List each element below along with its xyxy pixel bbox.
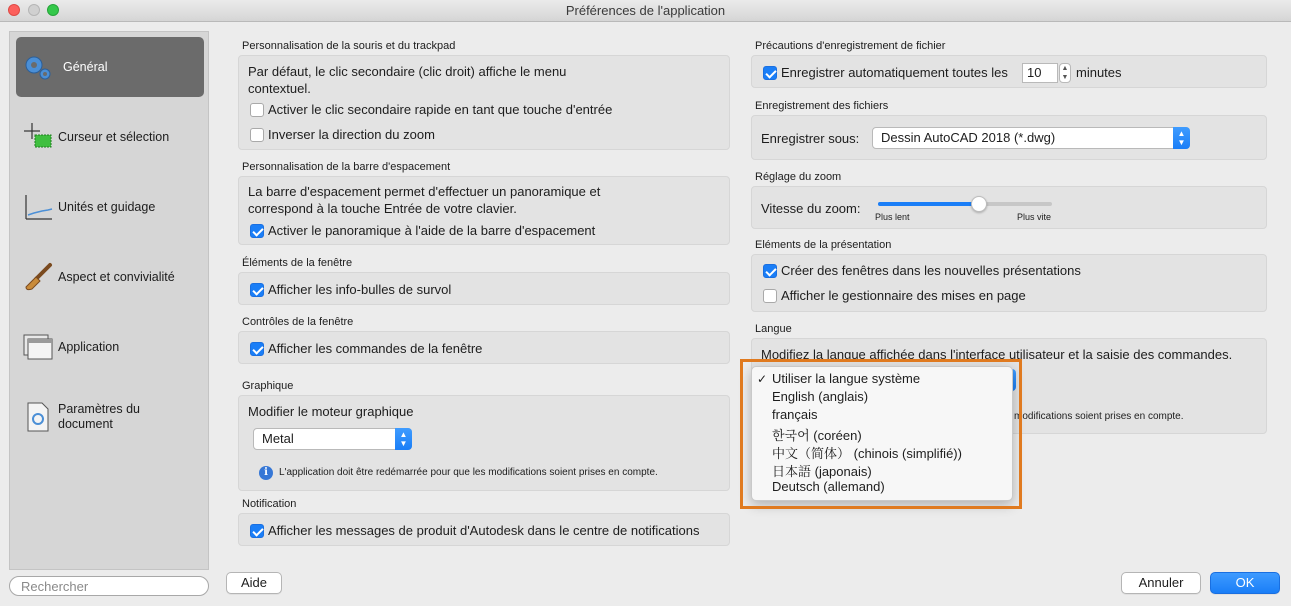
chevron-updown-icon: ▲ ▼ (395, 428, 412, 450)
graphics-engine-value: Metal (262, 431, 294, 446)
sidebar-item-general[interactable] (16, 37, 204, 97)
title-bar (0, 0, 1291, 22)
quick-secondary-click-checkbox[interactable] (250, 103, 264, 117)
checkbox-label: Créer des fenêtres dans les nouvelles présentations (781, 263, 1081, 278)
zoom-slider-fill (878, 202, 979, 206)
spacebar-description: La barre d'espacement permet d'effectuer un panoramique et correspond à la touche Entrée de votre clavier. (248, 184, 601, 216)
checkmark-icon: ✓ (757, 372, 768, 386)
autosave-stepper[interactable]: ▲ ▼ (1059, 63, 1071, 83)
sidebar-item-label: Application (58, 340, 120, 354)
spacebar-pan-checkbox[interactable] (250, 224, 264, 238)
sidebar (9, 31, 209, 570)
section-title-layout: Eléments de la présentation (755, 239, 892, 251)
group-window-elements (238, 272, 730, 305)
sidebar-item-label: Général (63, 60, 108, 74)
help-button[interactable]: Aide (226, 572, 282, 594)
section-title-window-controls: Contrôles de la fenêtre (242, 316, 354, 328)
create-viewports-checkbox[interactable] (763, 264, 777, 278)
language-option[interactable]: English (anglais) (772, 389, 869, 404)
sidebar-item-units[interactable] (16, 177, 204, 237)
autosave-checkbox[interactable] (763, 66, 777, 80)
sidebar-item-label: Curseur et sélection (58, 130, 170, 144)
sidebar-item-document[interactable] (16, 387, 204, 447)
group-spacebar (238, 176, 730, 245)
language-option[interactable]: Deutsch (allemand) (772, 479, 885, 494)
sidebar-item-application[interactable] (16, 317, 204, 377)
brush-icon (22, 261, 54, 293)
checkbox-label: Activer le clic secondaire rapide en tant que touche d'entrée (268, 102, 613, 117)
sidebar-item-appearance[interactable] (16, 247, 204, 307)
autodesk-messages-checkbox[interactable] (250, 524, 264, 538)
cancel-button[interactable]: Annuler (1121, 572, 1201, 594)
save-format-select[interactable] (872, 127, 1190, 149)
sidebar-item-label: Aspect et convivialité (58, 270, 175, 284)
hover-tooltips-checkbox[interactable] (250, 283, 264, 297)
zoom-slider-knob[interactable] (971, 196, 987, 212)
info-icon: i (259, 466, 273, 480)
checkbox-label: Afficher les info-bulles de survol (268, 282, 452, 297)
ok-button[interactable]: OK (1210, 572, 1280, 594)
section-title-graphics: Graphique (242, 380, 294, 392)
checkbox-label: Afficher le gestionnaire des mises en page (781, 288, 1026, 303)
checkbox-label: Afficher les commandes de la fenêtre (268, 341, 483, 356)
section-title-window-elements: Éléments de la fenêtre (242, 257, 353, 269)
highlight-box (740, 359, 1022, 509)
cursor-selection-icon (22, 121, 54, 153)
group-notification (238, 513, 730, 546)
zoom-min-label: Plus lent (875, 212, 910, 222)
page-setup-manager-checkbox[interactable] (763, 289, 777, 303)
group-save (751, 115, 1267, 160)
autosave-minutes-field[interactable]: 10 (1022, 63, 1058, 83)
section-title-language: Langue (755, 323, 792, 335)
mouse-description: Par défaut, le clic secondaire (clic droit) affiche le menu contextuel. (248, 64, 567, 96)
search-input[interactable]: Rechercher (9, 576, 209, 596)
section-title-autosave: Précautions d'enregistrement de fichier (755, 40, 946, 52)
window-title: Préférences de l'application (565, 3, 726, 18)
group-zoom (751, 186, 1267, 229)
group-window-controls (238, 331, 730, 364)
section-title-spacebar: Personnalisation de la barre d'espacement (242, 161, 451, 173)
zoom-speed-label: Vitesse du zoom: (761, 201, 861, 216)
restart-note: L'application doit être redémarrée pour que les modifications soient prises en compte. (279, 467, 658, 478)
section-title-notification: Notification (242, 498, 297, 510)
checkbox-label: Inverser la direction du zoom (268, 127, 435, 142)
application-window-icon (22, 331, 54, 363)
section-title-mouse: Personnalisation de la souris et du trackpad (242, 40, 456, 52)
sidebar-item-cursor[interactable] (16, 107, 204, 167)
window-controls-checkbox[interactable] (250, 342, 264, 356)
sidebar-item-label: Paramètres du document (58, 402, 140, 431)
graphics-engine-label: Modifier le moteur graphique (248, 404, 414, 419)
group-mouse (238, 55, 730, 150)
group-autosave (751, 55, 1267, 88)
language-description: Modifiez la langue affichée dans l'interface utilisateur et la saisie des commandes. (761, 347, 1233, 362)
group-layout (751, 254, 1267, 312)
gear-icon (22, 51, 54, 83)
save-as-label: Enregistrer sous: (761, 131, 860, 146)
language-restart-note: modifications soient prises en compte. (1014, 411, 1184, 422)
language-option[interactable]: 中文（简体） (chinois (simplifié)) (772, 446, 962, 461)
language-option[interactable]: français (772, 407, 818, 422)
section-title-save: Enregistrement des fichiers (755, 100, 889, 112)
chevron-updown-icon: ▲ ▼ (1173, 127, 1190, 149)
language-option[interactable]: 한국어 (coréen) (772, 428, 862, 443)
section-title-zoom: Réglage du zoom (755, 171, 842, 183)
checkbox-label: Activer le panoramique à l'aide de la barre d'espacement (268, 223, 596, 238)
zoom-max-label: Plus vite (1017, 212, 1052, 222)
sidebar-item-label: Unités et guidage (58, 200, 156, 214)
save-format-value: Dessin AutoCAD 2018 (*.dwg) (881, 130, 1056, 145)
document-settings-icon (22, 401, 54, 433)
language-option[interactable]: Utiliser la langue système (772, 371, 921, 386)
units-guide-icon (22, 191, 54, 223)
invert-zoom-checkbox[interactable] (250, 128, 264, 142)
checkbox-label: Enregistrer automatiquement toutes les (781, 65, 1008, 80)
graphics-engine-select[interactable] (253, 428, 412, 450)
minutes-label: minutes (1076, 65, 1122, 80)
checkbox-label: Afficher les messages de produit d'Autodesk dans le centre de notifications (268, 523, 700, 538)
group-graphics (238, 395, 730, 491)
language-option[interactable]: 日本語 (japonais) (772, 464, 872, 479)
